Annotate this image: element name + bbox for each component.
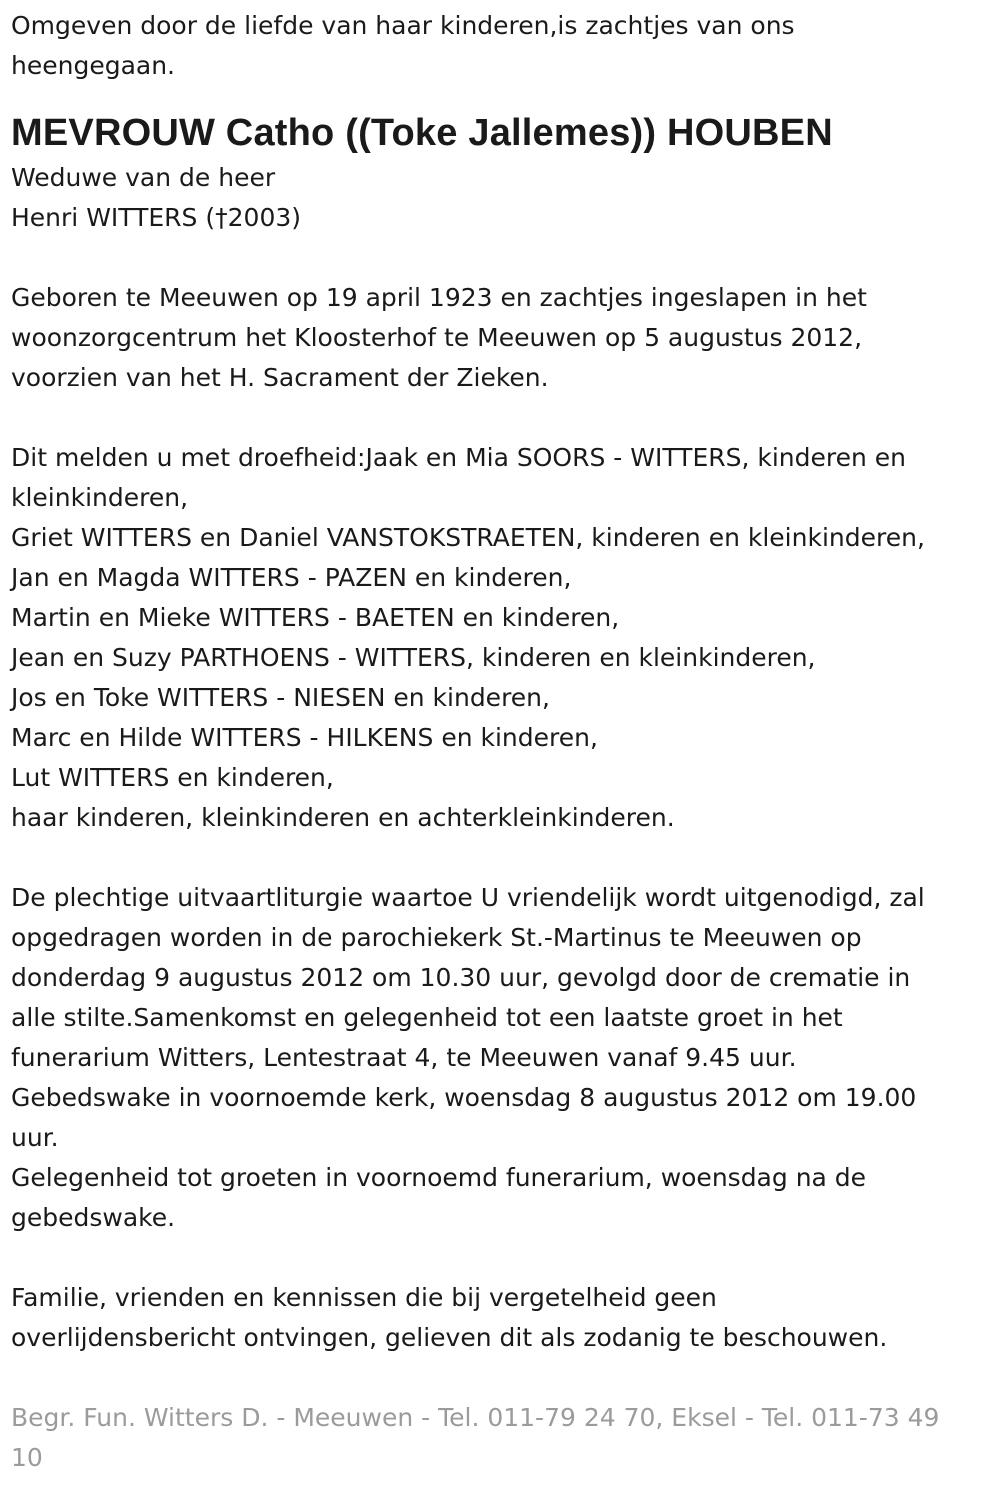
family-line: Jan en Magda WITTERS - PAZEN en kinderen, bbox=[11, 563, 572, 592]
birth-death-line: Geboren te Meeuwen op 19 april 1923 en zachtjes ingeslapen in het bbox=[11, 283, 867, 312]
funeral-line: opgedragen worden in de parochiekerk St.-Martinus te Meeuwen op bbox=[11, 923, 862, 952]
funeral-line: gebedswake. bbox=[11, 1203, 176, 1232]
family-line: Jean en Suzy PARTHOENS - WITTERS, kinderen en kleinkinderen, bbox=[11, 643, 816, 672]
funeral-home-footer bbox=[11, 1398, 989, 1478]
footer-line: 10 bbox=[11, 1443, 43, 1472]
family-line: Griet WITTERS en Daniel VANSTOKSTRAETEN, kinderen en kleinkinderen, bbox=[11, 523, 925, 552]
intro-line: Omgeven door de liefde van haar kinderen,is zachtjes van ons bbox=[11, 11, 795, 40]
footer-line: Begr. Fun. Witters D. - Meeuwen - Tel. 011-79 24 70, Eksel - Tel. 011-73 49 bbox=[11, 1403, 940, 1432]
funeral-line: De plechtige uitvaartliturgie waartoe U vriendelijk wordt uitgenodigd, zal bbox=[11, 883, 925, 912]
closing-line: Familie, vrienden en kennissen die bij vergetelheid geen bbox=[11, 1283, 717, 1312]
family-text bbox=[11, 438, 989, 838]
funeral-line: Gebedswake in voornoemde kerk, woensdag 8 augustus 2012 om 19.00 bbox=[11, 1083, 917, 1112]
funeral-line: donderdag 9 augustus 2012 om 10.30 uur, gevolgd door de crematie in bbox=[11, 963, 911, 992]
deceased-name: MEVROUW Catho ((Toke Jallemes)) HOUBEN bbox=[11, 112, 833, 154]
birth-death-line: voorzien van het H. Sacrament der Zieken. bbox=[11, 363, 549, 392]
birth-death-line: woonzorgcentrum het Kloosterhof te Meeuwen op 5 augustus 2012, bbox=[11, 323, 863, 352]
family-line: Lut WITTERS en kinderen, bbox=[11, 763, 334, 792]
family-line: kleinkinderen, bbox=[11, 483, 189, 512]
relation-line: Henri WITTERS (†2003) bbox=[11, 203, 302, 232]
closing-line: overlijdensbericht ontvingen, gelieven dit als zodanig te beschouwen. bbox=[11, 1323, 888, 1352]
funeral-line: Gelegenheid tot groeten in voornoemd funerarium, woensdag na de bbox=[11, 1163, 867, 1192]
family-line: Marc en Hilde WITTERS - HILKENS en kinderen, bbox=[11, 723, 598, 752]
funeral-line: uur. bbox=[11, 1123, 59, 1152]
family-line: Martin en Mieke WITTERS - BAETEN en kinderen, bbox=[11, 603, 620, 632]
intro-text bbox=[11, 6, 989, 86]
relation-text bbox=[11, 158, 989, 238]
spacer bbox=[11, 238, 989, 278]
funeral-line: funerarium Witters, Lentestraat 4, te Meeuwen vanaf 9.45 uur. bbox=[11, 1043, 797, 1072]
family-line: Jos en Toke WITTERS - NIESEN en kinderen, bbox=[11, 683, 550, 712]
funeral-text bbox=[11, 878, 989, 1238]
birth-death-text bbox=[11, 278, 989, 398]
spacer bbox=[11, 838, 989, 878]
spacer bbox=[11, 1238, 989, 1278]
relation-line: Weduwe van de heer bbox=[11, 163, 276, 192]
intro-line: heengegaan. bbox=[11, 51, 176, 80]
spacer bbox=[11, 398, 989, 438]
family-line: haar kinderen, kleinkinderen en achterkleinkinderen. bbox=[11, 803, 675, 832]
closing-text bbox=[11, 1278, 989, 1358]
family-line: Dit melden u met droefheid:Jaak en Mia SOORS - WITTERS, kinderen en bbox=[11, 443, 907, 472]
funeral-line: alle stilte.Samenkomst en gelegenheid tot een laatste groet in het bbox=[11, 1003, 843, 1032]
